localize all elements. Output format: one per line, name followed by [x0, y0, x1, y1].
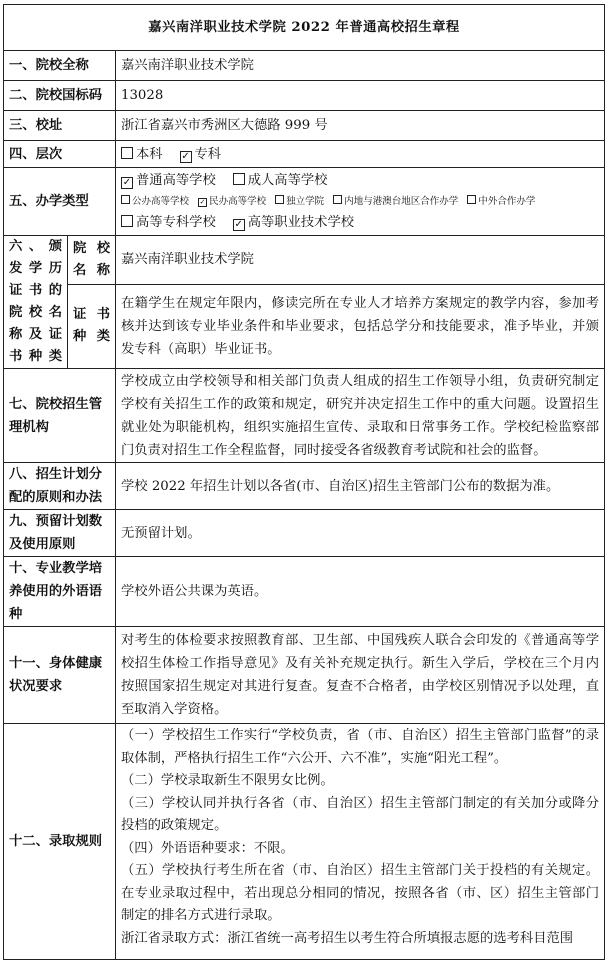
- rule-item-1: （一）学校招生工作实行“学校负责，省（市、自治区）招生主管部门监督”的录取体制，严格执行招生工作“六公开、六不准”，实施“阳光工程”。: [121, 728, 600, 766]
- address-value: 浙江省嘉兴市秀洲区大德路 999 号: [116, 111, 605, 141]
- foreign-language-label: 十、专业教学培养使用的外语语种: [4, 557, 116, 627]
- foreign-language-value: 学校外语公共课为英语。: [116, 557, 605, 627]
- plan-allocation-label: 八、招生计划分配的原则和办法: [4, 463, 116, 510]
- rule-item-5: （五）学校执行考生所在省（市、自治区）招生主管部门关于投档的有关规定。在专业录取过程中，若出现总分相同的情况，按照各省（市、区）招生主管部门制定的排名方式进行录取。: [121, 863, 600, 923]
- rule-item-zhejiang: 浙江省录取方式：浙江省统一高考招生以考生符合所填报志愿的选考科目范围: [121, 930, 574, 946]
- school-type-options: [116, 168, 605, 236]
- admission-management-label: 七、院校招生管理机构: [4, 369, 116, 463]
- certificate-section-label: 六、颁发学历证书的院校名称及证书种类: [4, 236, 68, 369]
- rule-item-4: （四）外语语种要求：不限。: [121, 840, 294, 856]
- checkbox-checked-icon: ✓: [234, 219, 243, 230]
- school-code-value: 13028: [116, 81, 605, 111]
- plan-allocation-value: 学校 2022 年招生计划以各省(市、自治区)招生主管部门公布的数据为准。: [116, 463, 605, 510]
- admission-rules-label: 十二、录取规则: [4, 724, 116, 960]
- school-code-label: 二、院校国标码: [4, 81, 116, 111]
- checkbox-icon: [333, 195, 342, 204]
- checkbox-icon: [275, 195, 284, 204]
- school-type-line-3: 高等专科学校 ✓ 高等职业技术学校: [121, 212, 599, 233]
- checkbox-checked-icon: ✓: [199, 198, 206, 206]
- level-option-undergraduate: 本科: [121, 147, 163, 162]
- admission-management-value: 学校成立由学校领导和相关部门负责人组成的招生工作领导小组，负责研究制定学校有关招生工作的政策和规定，研究并决定招生工作中的重大问题。设置招生就业处为职能机构，组织实施招生宣传、录取和日常事务工作。学校纪检监察部门负责对招生工作全程监督，同时接受各省级教育考试院和社会的监督。: [116, 369, 605, 463]
- rule-item-2: （二）学校录取新生不限男女比例。: [121, 773, 334, 788]
- school-type-line-2: 公办高等学校 ✓ 民办高等学校 独立学院 内地与港澳台地区合作办学 中外合作办学: [121, 191, 599, 212]
- document-title: 嘉兴南洋职业技术学院 2022 年普通高校招生章程: [4, 5, 605, 51]
- admission-charter-table: [3, 4, 605, 960]
- admission-rules-value: [116, 724, 605, 960]
- school-type-line-1: ✓ 普通高等学校 成人高等学校: [122, 173, 328, 188]
- checkbox-icon: [121, 215, 133, 227]
- school-name-value: 嘉兴南洋职业技术学院: [116, 51, 605, 81]
- address-label: 三、校址: [4, 111, 116, 141]
- level-option-junior-college: ✓ 专科: [181, 146, 222, 162]
- health-requirements-value: 对考生的体检要求按照教育部、卫生部、中国残疾人联合会印发的《普通高等学校招生体检工作指导意见》及有关补充规定执行。新生入学后，学校在三个月内按照国家招生规定对其进行复查。复查不合格者，由学校区别情况予以处理，直至取消入学资格。: [116, 627, 605, 724]
- health-requirements-label: 十一、身体健康状况要求: [4, 627, 116, 724]
- reserved-plan-label: 九、预留计划数及使用原则: [4, 510, 116, 557]
- reserved-plan-value: 无预留计划。: [116, 510, 605, 557]
- certificate-type-value: 在籍学生在规定年限内，修读完所在专业人才培养方案规定的教学内容，参加考核并达到该专业毕业条件和毕业要求，包括总学分和技能要求，准予毕业，并颁发专科（高职）毕业证书。: [116, 284, 605, 368]
- checkbox-icon: [467, 195, 476, 204]
- checkbox-icon: [233, 173, 245, 185]
- checkbox-checked-icon: ✓: [181, 150, 190, 162]
- checkbox-checked-icon: ✓: [122, 177, 132, 188]
- rule-item-3: （三）学校认同并执行各省（市、自治区）招生主管部门制定的有关加分或降分投档的政策规定。: [121, 795, 600, 833]
- school-type-label: 五、办学类型: [4, 168, 116, 236]
- certificate-school-name-label: 院校名称: [68, 236, 116, 285]
- level-options: [116, 141, 605, 168]
- certificate-school-name-value: 嘉兴南洋职业技术学院: [116, 236, 605, 285]
- school-name-label: 一、院校全称: [4, 51, 116, 81]
- certificate-type-label: 证书种类: [68, 284, 116, 368]
- level-label: 四、层次: [4, 141, 116, 168]
- checkbox-icon: [121, 195, 130, 204]
- checkbox-icon: [121, 147, 133, 159]
